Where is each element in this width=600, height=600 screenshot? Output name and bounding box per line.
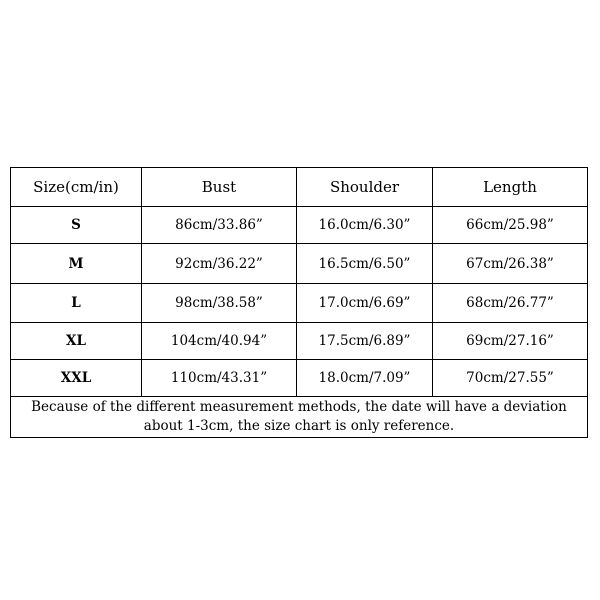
- table-row: [11, 284, 588, 323]
- size-cell: M: [11, 244, 142, 284]
- shoulder-cell: 17.0cm/6.69”: [297, 284, 433, 323]
- bust-cell: 104cm/40.94”: [142, 323, 297, 360]
- header-row: [11, 168, 588, 207]
- size-chart-note: Because of the different measurement methods, the date will have a deviation about 1-3cm, the size chart is only reference.: [11, 397, 588, 438]
- shoulder-cell: 16.5cm/6.50”: [297, 244, 433, 284]
- size-cell: L: [11, 284, 142, 323]
- length-cell: 70cm/27.55”: [433, 360, 588, 397]
- length-cell: 66cm/25.98”: [433, 207, 588, 244]
- bust-cell: 86cm/33.86”: [142, 207, 297, 244]
- header-shoulder: Shoulder: [297, 168, 433, 207]
- header-length: Length: [433, 168, 588, 207]
- header-size: Size(cm/in): [11, 168, 142, 207]
- length-cell: 69cm/27.16”: [433, 323, 588, 360]
- shoulder-cell: 17.5cm/6.89”: [297, 323, 433, 360]
- length-cell: 68cm/26.77”: [433, 284, 588, 323]
- bust-cell: 110cm/43.31”: [142, 360, 297, 397]
- shoulder-cell: 18.0cm/7.09”: [297, 360, 433, 397]
- table-row: [11, 360, 588, 397]
- size-cell: XL: [11, 323, 142, 360]
- length-cell: 67cm/26.38”: [433, 244, 588, 284]
- bust-cell: 92cm/36.22”: [142, 244, 297, 284]
- table-row: [11, 207, 588, 244]
- table-row: [11, 323, 588, 360]
- size-chart-table: [10, 167, 588, 438]
- size-cell: S: [11, 207, 142, 244]
- table-row: [11, 244, 588, 284]
- header-bust: Bust: [142, 168, 297, 207]
- bust-cell: 98cm/38.58”: [142, 284, 297, 323]
- shoulder-cell: 16.0cm/6.30”: [297, 207, 433, 244]
- size-cell: XXL: [11, 360, 142, 397]
- note-row: [11, 397, 588, 438]
